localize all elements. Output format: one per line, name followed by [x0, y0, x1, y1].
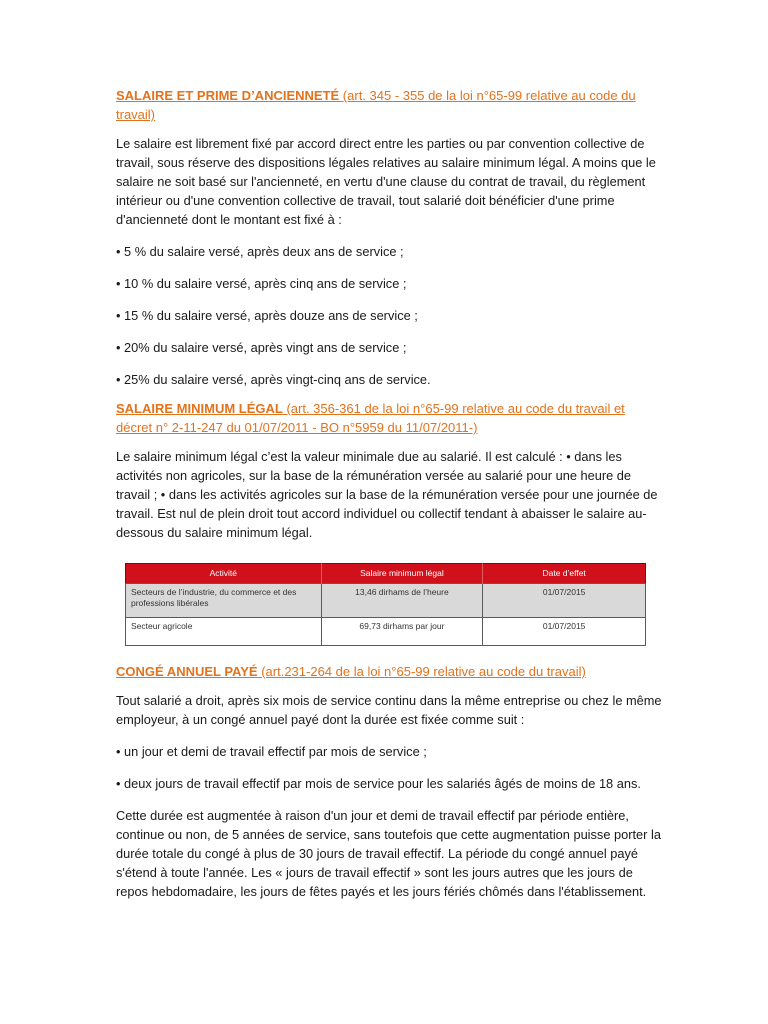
table-row — [126, 618, 646, 646]
list-item: • 20% du salaire versé, après vingt ans de service ; — [116, 340, 407, 355]
paragraph-conge-closing: Cette durée est augmentée à raison d'un jour et demi de travail effectif par période entière, continue ou non, de 5 années de service, sans toutefois que cette augmentation puisse porter la durée totale du congé à plus de 30 jours de travail effectif. La période du congé annuel payé s'étend à toute l'année. Les « jours de travail effectif » sont les jours autres que les jours de repos hebdomadaire, les jours de fêtes payés et les jours fériés chômés dans l'établissement. — [116, 808, 661, 899]
document-content — [116, 86, 662, 901]
table-cell-date: 01/07/2015 — [483, 618, 646, 646]
minimum-wage-table — [125, 563, 646, 646]
table-row — [126, 584, 646, 618]
paragraph-salaire-minimum: Le salaire minimum légal c’est la valeur minimale due au salarié. Il est calculé : • dans les activités non agricoles, sur la base de la rémunération versée au salarié pour une heure de travail ; • dans les activités agricoles sur la base de la rémunération versée pour une journée de travail. Est nul de plein droit tout accord individuel ou collectif tendant à abaisser le salaire au-dessous du salaire minimum légal. — [116, 449, 658, 540]
table-cell-salaire: 13,46 dirhams de l’heure — [321, 584, 483, 618]
paragraph-conge-intro: Tout salarié a droit, après six mois de service continu dans la même entreprise ou chez le même employeur, à un congé annuel payé dont la durée est fixée comme suit : — [116, 693, 662, 727]
column-header-date: Date d’effet — [483, 564, 646, 584]
list-item: • un jour et demi de travail effectif par mois de service ; — [116, 744, 427, 759]
list-item: • 15 % du salaire versé, après douze ans de service ; — [116, 308, 418, 323]
section-title-main: SALAIRE ET PRIME D’ANCIENNETÉ — [116, 88, 340, 103]
list-item: • 25% du salaire versé, après vingt-cinq ans de service. — [116, 372, 431, 387]
list-item: • 10 % du salaire versé, après cinq ans de service ; — [116, 276, 407, 291]
table-header-row — [126, 564, 646, 584]
section-title-reference: (art.231-264 de la loi n°65-99 relative au code du travail) — [257, 664, 586, 679]
table-cell-activite: Secteur agricole — [126, 618, 322, 646]
table-cell-activite: Secteurs de l’industrie, du commerce et des professions libérales — [126, 584, 322, 618]
table-cell-date: 01/07/2015 — [483, 584, 646, 618]
section-title-conge-annuel — [116, 662, 662, 681]
section-title-main: SALAIRE MINIMUM LÉGAL — [116, 401, 283, 416]
section-title-reference: (art. 356-361 de la loi n°65-99 relative au code du travail et décret n° 2-11-247 du 01/07/2011 - BO n°5959 du 11/07/2011-) — [116, 401, 625, 435]
column-header-salaire: Salaire minimum légal — [321, 564, 483, 584]
list-item: • deux jours de travail effectif par mois de service pour les salariés âgés de moins de 18 ans. — [116, 776, 641, 791]
section-title-reference: (art. 345 - 355 de la loi n°65-99 relative au code du travail) — [116, 88, 636, 122]
column-header-activite: Activité — [126, 564, 322, 584]
table-cell-salaire: 69,73 dirhams par jour — [321, 618, 483, 646]
section-title-salaire-minimum — [116, 399, 662, 437]
section-title-main: CONGÉ ANNUEL PAYÉ — [116, 664, 258, 679]
list-item: • 5 % du salaire versé, après deux ans de service ; — [116, 244, 404, 259]
paragraph-anciennete-intro: Le salaire est librement fixé par accord direct entre les parties ou par convention collective de travail, sous réserve des dispositions légales relatives au salaire minimum légal. A moins que le salaire ne soit basé sur l'ancienneté, en vertu d'une clause du contrat de travail, du règlement intérieur ou d'une convention collective de travail, tout salarié doit bénéficier d'une prime d'ancienneté dont le montant est fixé à : — [116, 136, 656, 227]
section-title-anciennete — [116, 86, 662, 124]
